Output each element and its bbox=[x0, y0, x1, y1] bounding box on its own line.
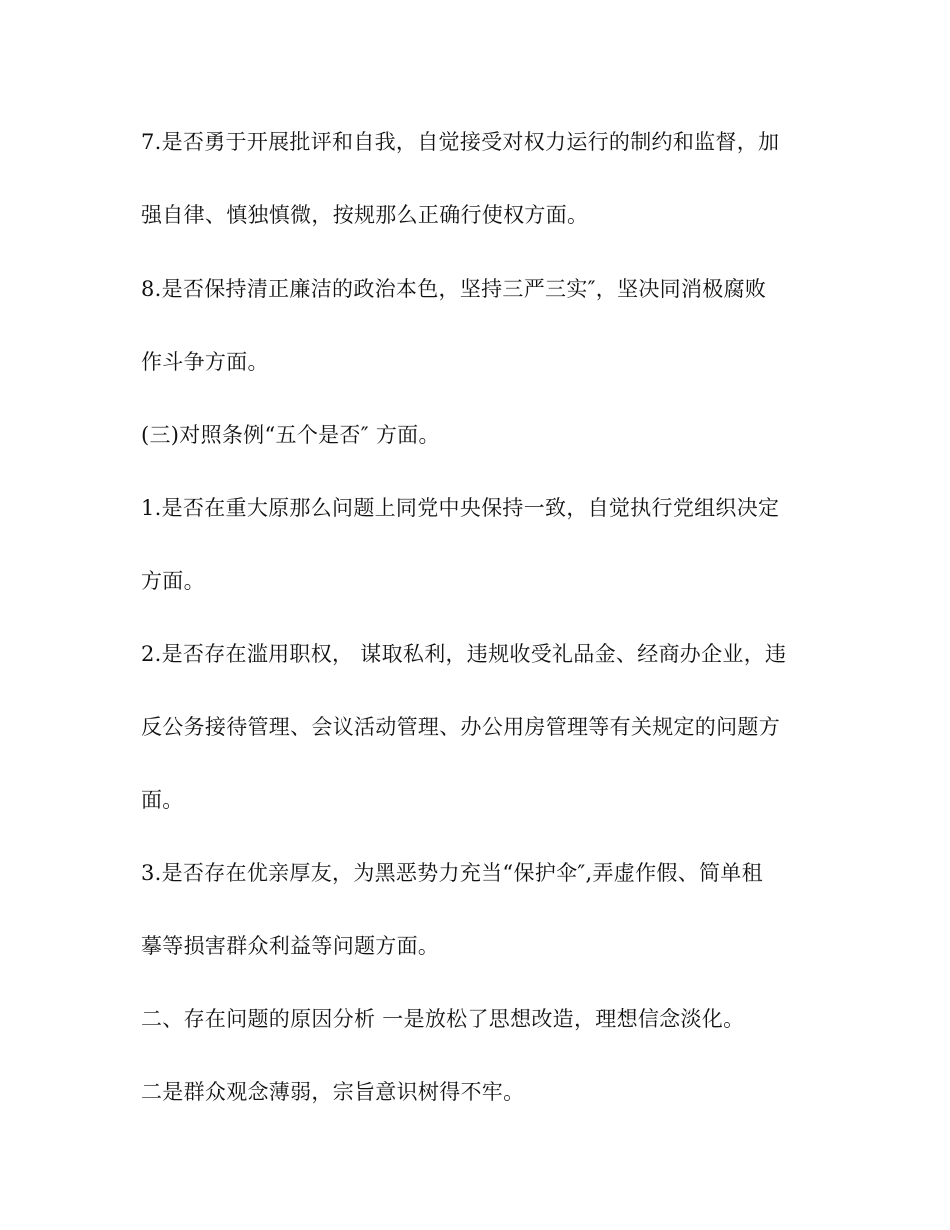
text-line-item7-part1: 7.是否勇于开展批评和自我，自觉接受对权力运行的制约和监督，加 bbox=[141, 130, 780, 154]
section-heading-cause-analysis: 二、存在问题的原因分析 一是放松了思想改造，理想信念淡化。 bbox=[141, 1007, 745, 1031]
text-line-item8-part1: 8.是否保持清正廉洁的政治本色，坚持三严三实″，坚决同消极腐败 bbox=[141, 277, 767, 301]
text-line-item8-part2: 作斗争方面。 bbox=[141, 350, 269, 374]
section-heading-three: (三)对照条例“五个是否″ 方面。 bbox=[141, 423, 440, 447]
text-line-item3-part2: 摹等损害群众利益等问题方面。 bbox=[141, 934, 440, 958]
text-line-item2-part2: 反公务接待管理、会议活动管理、办公用房管理等有关规定的问题方 bbox=[141, 715, 780, 739]
text-line-item3-part1: 3.是否存在优亲厚友，为黑恶势力充当“保护伞″,弄虚作假、简单租 bbox=[141, 861, 763, 885]
text-line-item7-part2: 强自律、慎独慎微，按规那么正确行使权方面。 bbox=[141, 203, 589, 227]
text-line-item1-part1: 1.是否在重大原那么问题上同党中央保持一致，自觉执行党组织决定 bbox=[141, 496, 780, 520]
text-line-item2-part1: 2.是否存在滥用职权， 谋取私利，违规收受礼品金、经商办企业，违 bbox=[141, 642, 787, 666]
text-line-item1-part2: 方面。 bbox=[141, 569, 205, 593]
text-line-item2-part3: 面。 bbox=[141, 788, 184, 812]
text-line-cause-two: 二是群众观念薄弱，宗旨意识树得不牢。 bbox=[141, 1080, 525, 1104]
